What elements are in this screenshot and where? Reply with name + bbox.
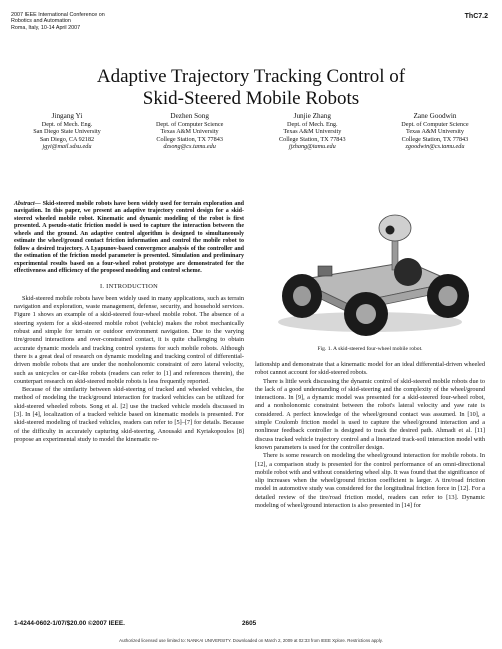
author-city: San Diego, CA 92182 (39, 135, 95, 143)
author-city: College Station, TX 77843 (279, 135, 346, 143)
body-paragraph: There is little work discussing the dynamic control of skid-steered mobile robots due to the lack of a good understanding of skid-steering and the complexity of the wheel/ground interactions. In [9], a dynamic model was presented for a skid-steered four-wheel robot, and a nonholonomic constraint between the robot's lateral velocity and yaw rate is considered. A perfect knowledge of the wheel/ground contact was assumed. In [10], a simple Coulomb friction model is used to capture the wheel/ground interaction and a nonlinear feedback controller is designed to track the desired path. Ahmadi et al. [11] discuss tracked vehicle trajectory control and a linearized track-soil interaction model with known parameters is used for the controller design. (255, 377, 485, 451)
author-email: jjzhang@tamu.edu (288, 143, 336, 151)
author-email: zgoodwin@cs.tamu.edu (405, 143, 465, 151)
abstract-label: Abstract (14, 201, 35, 207)
author-name: Dezhen Song (170, 112, 209, 120)
author-institution: San Diego State University (33, 128, 101, 136)
author-dept: Dept. of Computer Science (155, 120, 224, 128)
conference-line: Robotics and Automation (11, 18, 71, 25)
wheel-front-left (344, 292, 388, 336)
license-note: Authorized licensed use limited to: NANKAI UNIVERSITY. Downloaded on March 2, 2009 at 02:33 from IEEE Xplore. Restrictions apply. (119, 638, 383, 643)
author-list (8, 113, 494, 151)
session-code: ThC7.2 (464, 13, 488, 20)
body-paragraph: Skid-steered mobile robots have been widely used in many applications, such as terrain navigation and exploration, waste management, defense, security, and household services. Figure 1 shows an example of a skid-steered four-wheel mobile robot. The absence of a steering system for a skid-steered mobile robot (vehicle) makes the robot mechanically robust and simple for terrain or outdoor environment navigation. Due to the varying tire/ground interactions and over-constrained contact, it is quite challenging to obtain accurate dynamic models and tracking control systems for such mobile robots. Although there is a great deal of research on dynamic modeling and tracking control of differential-driven mobile robots that are under the nonholonomic constraint of zero lateral velocity, such as unicycles or car-like robots (readers can refer to [1] and references therein), the counterpart research on skid-steered mobile robots is less frequently reported. (14, 294, 244, 385)
abstract-text: — Skid-steered mobile robots have been widely used for terrain exploration and navigation. In this paper, we present an adaptive trajectory control design for a skid-steered wheeled mobile robot. Kinematic and dynamic modeling of the robot is first presented. A pseudo-static friction model is used to capture the interaction between the wheels and the ground. An adaptive control algorithm is designed to simultaneously estimate the wheel/ground contact friction information and control the mobile robot to follow a desired trajectory. A Lyapunov-based convergence analysis of the controller and the estimation of the friction model parameter is presented. Simulation and preliminary experimental results based on a four-wheel robot prototype are demonstrated for the effectiveness and efficiency of the proposed modeling and control scheme. (14, 201, 244, 275)
isbn-footer: 1-4244-0602-1/07/$20.00 ©2007 IEEE. (14, 620, 125, 627)
author-block (376, 113, 494, 151)
body-paragraph: There is some research on modeling the wheel/ground interaction for mobile robots. In [12], a comparison study is presented for the control performance of an omni-directional mobile robot with and without considering wheel slip. It was found that the significance of slip increases when the wheel/ground friction coefficient is larger. A tire/road friction model in automotive study was considered for the longitudinal friction force in [12]. For a detailed review of the tire/road friction model, readers can refer to [13]. Dynamic modeling of wheel/ground interaction is also presented in [14] for (255, 452, 485, 510)
author-institution: Texas A&M University (160, 128, 219, 136)
robot-figure (258, 200, 480, 340)
author-name: Zane Goodwin (413, 112, 457, 120)
right-column (255, 361, 485, 510)
author-block (131, 113, 249, 151)
author-dept: Dept. of Mech. Eng. (41, 120, 93, 128)
conference-header (11, 12, 105, 31)
author-email: dzsong@cs.tamu.edu (163, 143, 216, 151)
conference-line: Roma, Italy, 10-14 April 2007 (11, 24, 81, 31)
paper-title (0, 66, 502, 110)
author-name: Jingang Yi (51, 112, 83, 120)
title-line: Skid-Steered Mobile Robots (142, 88, 360, 109)
figure-caption: Fig. 1. A skid-steered four-wheel mobile robot. (317, 346, 423, 352)
body-paragraph: lationship and demonstrate that a kinematic model for an ideal differential-driven wheeled robot cannot account for skid-steered robots. (255, 361, 485, 377)
title-line: Adaptive Trajectory Tracking Control of (96, 66, 406, 87)
wheel-rear-left (282, 274, 322, 318)
section-heading: I. INTRODUCTION (99, 282, 159, 290)
author-block (8, 113, 126, 151)
camera-dome-icon (379, 215, 411, 241)
author-dept: Dept. of Computer Science (401, 120, 469, 128)
wheel-front-right (427, 274, 469, 318)
author-name: Junjie Zhang (293, 112, 331, 120)
conference-line: 2007 IEEE International Conference on (11, 12, 105, 18)
author-city: College Station, TX 77843 (401, 135, 469, 143)
wheel-rear-right (394, 258, 422, 286)
left-column (14, 201, 244, 444)
author-block (253, 113, 371, 151)
abstract (14, 201, 244, 276)
page-number: 2605 (242, 620, 257, 627)
camera-lens-icon (386, 226, 395, 235)
author-dept: Dept. of Mech. Eng. (287, 120, 338, 128)
author-institution: Texas A&M University (405, 128, 464, 136)
author-institution: Texas A&M University (283, 128, 342, 136)
author-city: College Station, TX 77843 (156, 135, 223, 143)
author-email: jgyi@mail.sdsu.edu (42, 143, 92, 151)
sensor-box (318, 266, 332, 276)
body-paragraph: Because of the similarity between skid-steering of tracked and wheeled vehicles, the method of modeling the track/ground interaction for tracked vehicles can be utilized for skid-steered wheeled robots. Song et al. [2] use the tracked vehicle models discussed in [3]. In [4], localization of a tracked vehicle based on kinematic models is presented. For skid-steered modeling of tracked vehicles, readers can refer to [5]–[7] for details. Because of the difficulty in accurately capturing skid-steering, Anousaki and Kyriakopoulos [8] propose an experimental study to model the kinematic re- (14, 386, 244, 443)
